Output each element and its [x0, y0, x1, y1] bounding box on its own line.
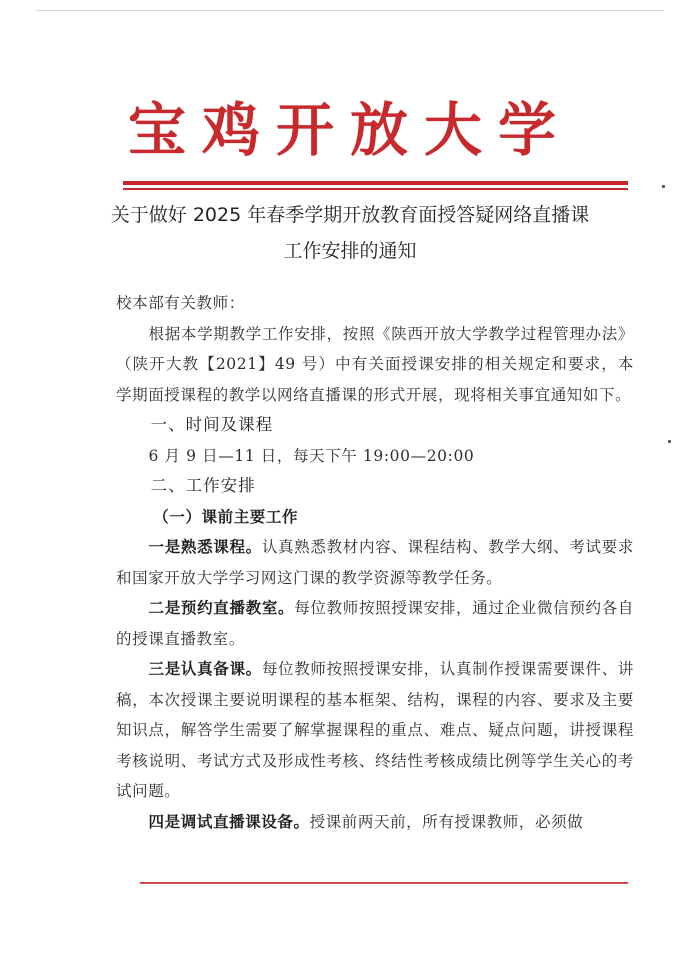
item3-paragraph [116, 654, 634, 807]
item3-text: 每位教师按照授课安排，认真制作授课需要课件、讲稿，本次授课主要说明课程的基本框架、结构，课程的内容、要求及主要知识点，解答学生需要了解掌握课程的重点、难点、疑点问题，讲授课程考核说明、考试方式及形成性考核、终结性考核成绩比例等学生关心的考试问题。 [116, 660, 634, 800]
red-underline-mark [140, 882, 628, 884]
item1-paragraph [116, 532, 634, 593]
item1-text: 认真熟悉教材内容、课程结构、教学大纲、考试要求和国家开放大学学习网这门课的教学资源等教学任务。 [116, 538, 634, 587]
institution-header: 宝鸡开放大学 [127, 96, 572, 164]
intro-paragraph: 根据本学期教学工作安排，按照《陕西开放大学教学过程管理办法》（陕开大教【2021】49 号）中有关面授课安排的相关规定和要求，本学期面授课程的教学以网络直播课的形式开展，现将相关事宜通知如下。 [116, 324, 634, 404]
item4-text: 授课前两天前，所有授课教师，必须做 [309, 812, 584, 831]
scan-edge-line [36, 10, 664, 11]
section1-text: 6 月 9 日—11 日，每天下午 19:00—20:00 [148, 446, 475, 465]
salutation: 校本部有关教师： [116, 294, 245, 312]
item1-lead: 一是熟悉课程。 [148, 537, 262, 556]
section2-heading: 二、工作安排 [150, 476, 256, 495]
header-red-rule-thick [123, 181, 628, 185]
subsection1-heading: （一）课前主要工作 [153, 506, 299, 526]
notice-title-line2: 工作安排的通知 [283, 240, 417, 262]
notice-title-line1: 关于做好 2025 年春季学期开放教育面授答疑网络直播课 [110, 204, 590, 226]
item4-lead: 四是调试直播课设备。 [148, 811, 310, 831]
scan-speck [662, 185, 665, 188]
scan-speck [668, 440, 671, 443]
header-red-rule-thin [123, 188, 628, 190]
item4-paragraph [116, 807, 634, 838]
item2-paragraph [116, 593, 634, 654]
notice-body [116, 288, 634, 837]
section1-heading: 一、时间及课程 [150, 415, 274, 434]
item2-text: 每位教师按照授课安排，通过企业微信预约各自的授课直播教室。 [116, 599, 635, 648]
item3-lead: 三是认真备课。 [148, 659, 262, 678]
item2-lead: 二是预约直播教室。 [148, 598, 295, 617]
